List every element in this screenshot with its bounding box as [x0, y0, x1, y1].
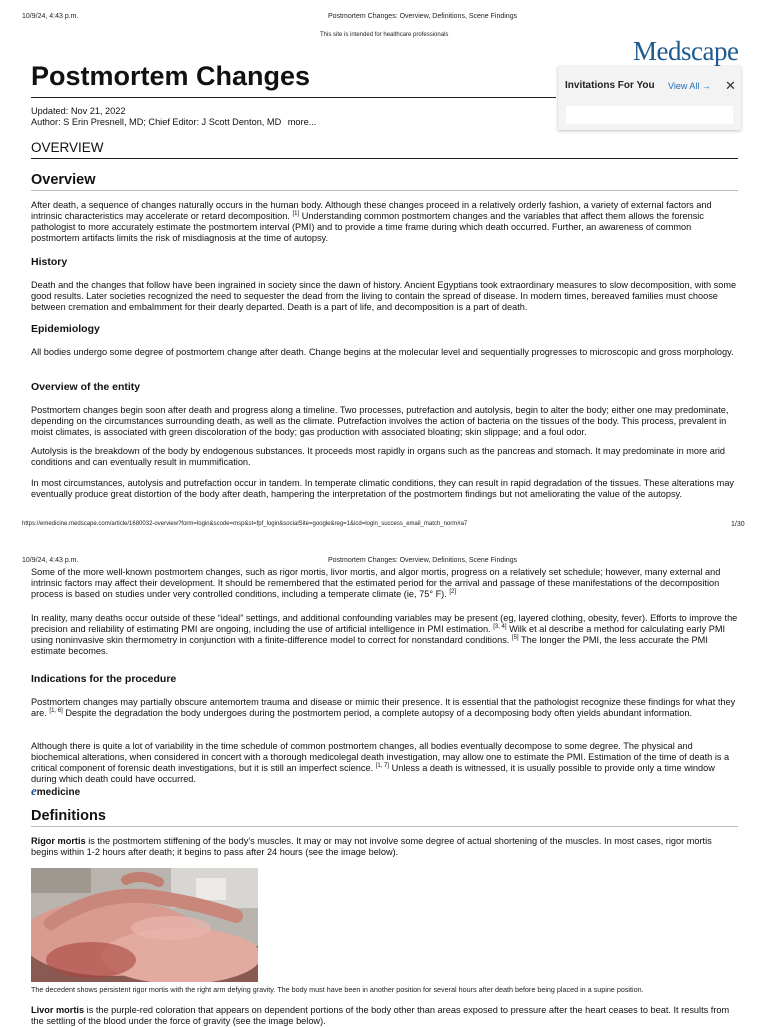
- title-divider: [31, 97, 556, 98]
- photo-caption: The decedent shows persistent rigor mortis with the right arm defying gravity. The body must have been in another position for several hours after death before being placed in a supine position.: [31, 985, 644, 994]
- reference-link[interactable]: [1]: [292, 210, 300, 217]
- indications-text-b: Despite the degradation the body undergoes during the postmortem period, a complete autopsy of a decomposing body often yields abundant information.: [65, 708, 692, 718]
- more-link[interactable]: more...: [287, 117, 317, 127]
- overview-text-a: After death, a sequence of changes naturally occurs in the human body. Although these changes proceed in a relatively orderly fashion, a variety of external factors and intrinsic characteristics may accelerate or retard decomposition.: [31, 200, 712, 221]
- entity-paragraph-3: In most circumstances, autolysis and putrefaction occur in tandem. In temperate climatic conditions, they can result in rapid degradation of the tissues. These alterations may eventually produce great distortion of the body after death, hampering the interpretation of the postmortem findings but not ameliorating the value of the autopsy.: [31, 478, 735, 499]
- variability-paragraph: [31, 741, 738, 785]
- overview-tab[interactable]: OVERVIEW: [31, 140, 104, 155]
- rigor-mortis-photo[interactable]: [31, 868, 258, 982]
- print-url: https://emedicine.medscape.com/article/1680032-overview?form=login&scode=msp&st=fpf_login&socialSite=google&reg=1&icd=login_success_email_match_norm#a7: [22, 521, 468, 527]
- overview-paragraph: [31, 200, 738, 244]
- invitations-popup: [558, 66, 741, 130]
- updated-date: Updated: Nov 21, 2022: [31, 106, 126, 116]
- overview-heading: Overview: [31, 172, 96, 188]
- emedicine-logo-text: medicine: [36, 787, 81, 798]
- overview-divider: [31, 190, 738, 191]
- reference-link[interactable]: [5]: [511, 634, 519, 641]
- indications-text-a: Postmortem changes may partially obscure antemortem trauma and disease or mimic their presence. It is essential that the pathologist recognize these findings for what they are.: [31, 697, 736, 718]
- ideal-text-a: In reality, many deaths occur outside of these “ideal” settings, and additional confounding variables may be present (eg, layered clothing, obesity, fever). Efforts to improve the precision and reliability of estimating PMI are ongoing, including the use of artificial intelligence in PMI estimation.: [31, 613, 738, 634]
- ideal-text-b: Wilk et al describe a method for calculating early PMI using noninvasive skin thermometry in conjunction with a finite-difference model to correct for nonstandard conditions.: [31, 624, 726, 645]
- view-all-link[interactable]: View All →: [668, 81, 711, 91]
- invitations-title: Invitations For You: [565, 80, 655, 91]
- print-page-number: 1/30: [731, 521, 745, 528]
- reference-link[interactable]: [2]: [449, 588, 457, 595]
- indications-paragraph: [31, 697, 738, 719]
- medscape-logo[interactable]: [633, 36, 738, 67]
- schedule-text: Some of the more well-known postmortem changes, such as rigor mortis, livor mortis, and algor mortis, progress on a relatively set schedule; however, many external and intrinsic factors may affect their development. It should be remembered that the estimated period for the arrival and passage of these manifestations of the decomposition process is based on studies under very controlled conditions, including a temperate climate (ie, 75° F).: [31, 567, 721, 599]
- rigor-paragraph: [31, 836, 738, 858]
- invitations-content-box: [566, 106, 733, 124]
- entity-paragraph-1: Postmortem changes begin soon after death and progress along a timeline. Two processes, putrefaction and autolysis, begin to alter the body; either one may predominate, depending on the circumstances surrounding death, as well as the climate. Putrefaction involves the action of bacteria on the tissues of the body. This process, prevalent in moist climates, is associated with green discoloration of the body; gas production with associated bloating; skin slippage; and a foul odor.: [31, 405, 729, 437]
- rigor-term: Rigor mortis: [31, 836, 86, 846]
- entity-paragraph-2: Autolysis is the breakdown of the body by endogenous substances. It proceeds most rapidly in organs such as the pancreas and stomach. It may predominate in more arid conditions and can eventually result in mummification.: [31, 446, 726, 467]
- livor-text: is the purple-red coloration that appears on dependent portions of the body other than areas exposed to pressure after the heart ceases to beat. It results from the settling of the blood under the force of gravity (see the image below).: [31, 1005, 730, 1026]
- ideal-text-c: The longer the PMI, the less accurate the PMI estimate becomes.: [31, 635, 708, 656]
- print-datetime-2: 10/9/24, 4:43 p.m.: [22, 557, 79, 564]
- livor-term: Livor mortis: [31, 1005, 85, 1015]
- definitions-divider: [31, 826, 738, 827]
- reference-link[interactable]: [1, 7]: [375, 762, 390, 769]
- epidemiology-heading: Epidemiology: [31, 323, 100, 335]
- tab-divider: [31, 158, 738, 159]
- article-title: Postmortem Changes: [31, 61, 311, 91]
- history-heading: History: [31, 256, 68, 268]
- close-icon[interactable]: ✕: [725, 78, 736, 93]
- print-page-title-2: Postmortem Changes: Overview, Definitions, Scene Findings: [328, 557, 518, 564]
- ideal-settings-paragraph: [31, 613, 738, 657]
- schedule-paragraph: [31, 567, 738, 600]
- overview-text-b: Understanding common postmortem changes and the variables that affect them allows the forensic pathologist to more accurately estimate the postmortem interval (PMI) and to provide a time frame during which death occurred. Further, an awareness of common postmortem artifacts limits the risk of misdiagnosis at the time of autopsy.: [31, 211, 704, 243]
- rigor-text: is the postmortem stiffening of the body's muscles. It may or may not involve some degree of actual shortening of the muscles. In most cases, rigor mortis begins within 1-2 hours after death; it begins to pass after 24 hours (see the image below).: [31, 836, 712, 857]
- reference-link[interactable]: [3, 4]: [493, 623, 507, 630]
- indications-heading: Indications for the procedure: [31, 673, 177, 685]
- epidemiology-paragraph: All bodies undergo some degree of postmortem change after death. Change begins at the molecular level and sequentially progresses to microscopic and gross morphology.: [31, 347, 734, 357]
- emedicine-logo: [31, 783, 80, 799]
- reference-link[interactable]: [1, 6]: [49, 707, 63, 714]
- professionals-notice: This site is intended for healthcare professionals: [320, 32, 449, 38]
- emedicine-logo-e: e: [31, 783, 37, 798]
- author-line: [31, 117, 316, 128]
- variability-text-a: Although there is quite a lot of variability in the time schedule of common postmortem changes, all bodies eventually decompose to some degree. The physical and biochemical alterations, when considered in concert with a thorough medicolegal death investigation, may allow one to estimate the PMI. Estimation of the time of death is a critical component of forensic death investigations, but it is still an imperfect science.: [31, 741, 730, 773]
- logo-part-scape: scape: [681, 36, 739, 66]
- rigor-mortis-image: [31, 868, 258, 982]
- variability-text-b: Unless a death is witnessed, it is usually possible to provide only a time window during which death could have occurred.: [31, 763, 715, 784]
- logo-part-med: Med: [633, 36, 681, 66]
- author-text: Author: S Erin Presnell, MD; Chief Editor: J Scott Denton, MD: [31, 117, 282, 127]
- history-paragraph: Death and the changes that follow have been ingrained in society since the dawn of history. Ancient Egyptians took extraordinary measures to slow decomposition, with some good results. Later societies recognized the need to sequester the dead from the living to contain the spread of disease. In modern times, bereaved families must choose between cremation and embalmment for their dearly departed. Death is a part of life, and decomposition is a part of death.: [31, 280, 737, 312]
- print-page-title: Postmortem Changes: Overview, Definitions, Scene Findings: [328, 13, 518, 20]
- print-datetime: 10/9/24, 4:43 p.m.: [22, 13, 79, 20]
- definitions-heading: Definitions: [31, 808, 106, 824]
- entity-heading: Overview of the entity: [31, 381, 141, 393]
